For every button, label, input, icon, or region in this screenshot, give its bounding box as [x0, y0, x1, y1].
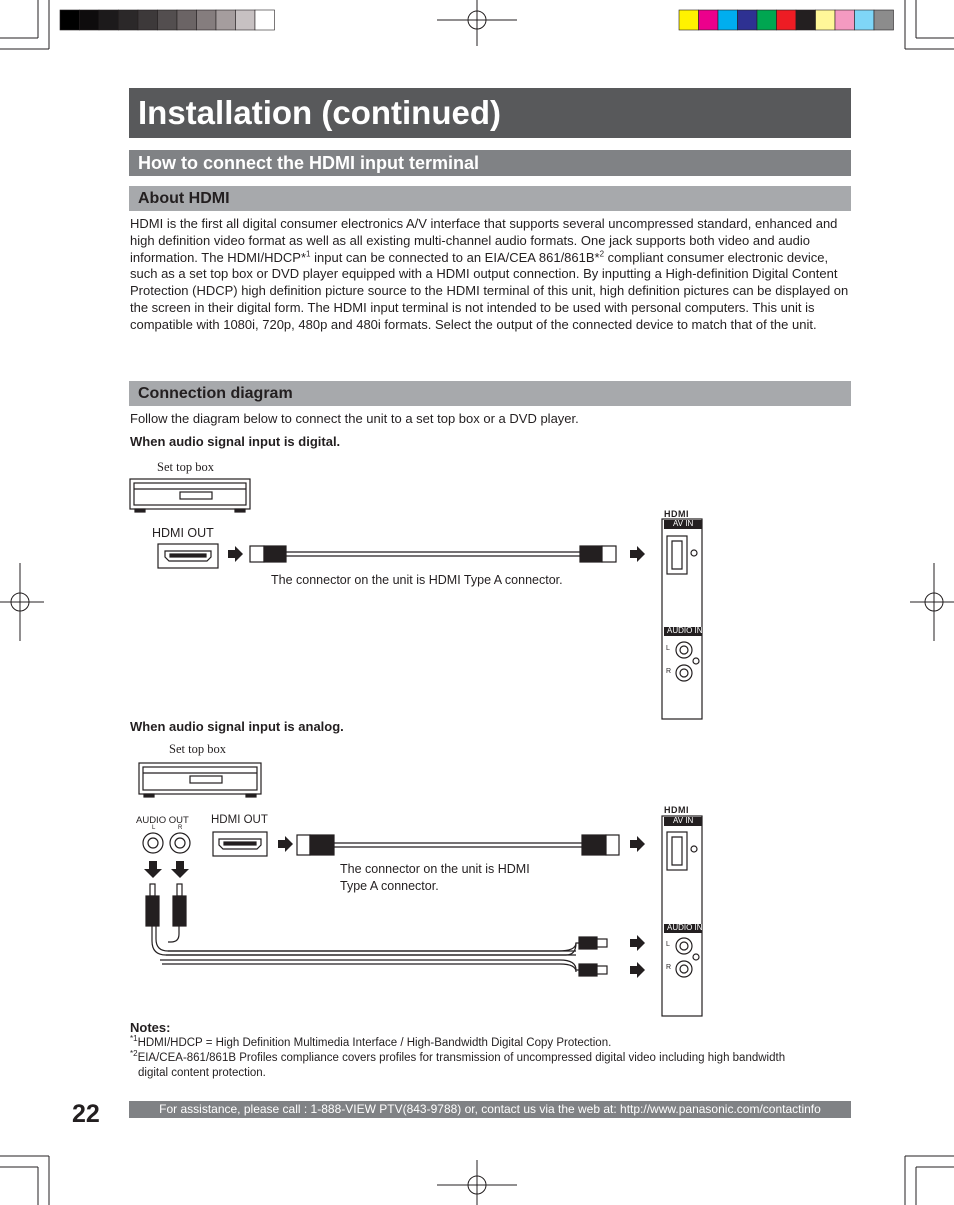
note-2-marker: *2 [130, 1049, 138, 1059]
notes-heading: Notes: [130, 1020, 171, 1035]
arrow-right-icon [630, 935, 645, 951]
audio-out-label: AUDIO OUT [136, 815, 189, 826]
arrow-right-icon [630, 962, 645, 978]
page-title: Installation (continued) [129, 88, 851, 138]
tv-terminal-panel-analog [662, 816, 702, 1016]
analog-hdmi-out-label: HDMI OUT [211, 814, 268, 826]
audio-out-r: R [178, 825, 183, 831]
set-top-box-icon [139, 763, 261, 797]
audio-in-r: R [666, 964, 672, 971]
about-hdmi-heading: About HDMI [129, 186, 851, 211]
paragraph-part-1: HDMI is the first all digital consumer electronics A/V interface that supports several uncompressed standard, enhanced and high definition video format as well as all existing multi-channel audio formats. One jack supports both video and audio information. The HDMI/HDCP* [130, 216, 838, 265]
arrow-down-icon [144, 861, 162, 878]
section-title: How to connect the HDMI input terminal [129, 150, 851, 176]
digital-hdmi-out-label: HDMI OUT [152, 526, 214, 540]
hdmi-logo: HDMI [664, 805, 689, 815]
av-in-label: AV IN [673, 816, 694, 825]
connector-note-line-1: The connector on the unit is HDMI [340, 862, 530, 876]
audio-in-l: L [666, 645, 670, 652]
audio-in-label: AUDIO IN [667, 626, 703, 635]
digital-connector-note: The connector on the unit is HDMI Type A connector. [271, 573, 563, 587]
analog-audio-label: When audio signal input is analog. [130, 719, 344, 734]
arrow-down-icon [171, 861, 189, 878]
notes-list [130, 1036, 852, 1081]
note-1-marker: *1 [130, 1034, 138, 1044]
audio-out-jacks-icon [143, 833, 190, 853]
footer-assistance: For assistance, please call : 1-888-VIEW PTV(843-9788) or, contact us via the web at: http://www.panasonic.com/contactinfo [129, 1101, 851, 1118]
note-1 [130, 1036, 852, 1051]
digital-audio-label: When audio signal input is digital. [130, 434, 341, 449]
rca-audio-cable-icon [146, 884, 607, 976]
paragraph-part-3: compliant consumer electronic device, such as a set top box or DVD player equipped with a HDMI output connection. By inputting a High-definition Digital Content Protection (HDCP) high definition picture source to the HDMI terminal of this unit, high definition pictures can be displayed on the screen in their digital form. The HDMI input terminal is not intended to be used with personal computers. This unit is compatible with 1080i, 720p, 480p and 480i formats. Select the output of the connected device to match that of the unit. [130, 249, 849, 332]
note-1-text: HDMI/HDCP = High Definition Multimedia Interface / High-Bandwidth Digital Copy Protection. [137, 1037, 612, 1049]
hdmi-cable-icon [297, 835, 619, 855]
audio-in-l: L [666, 941, 670, 948]
av-in-label: AV IN [673, 519, 694, 528]
audio-in-r: R [666, 668, 672, 675]
footnote-ref-2: 2 [599, 249, 605, 259]
note-2 [130, 1051, 852, 1066]
note-2-text: EIA/CEA-861/861B Profiles compliance covers profiles for transmission of uncompressed digital video including high bandwidth [137, 1052, 786, 1064]
note-2-continuation: digital content protection. [138, 1067, 266, 1079]
connection-intro: Follow the diagram below to connect the unit to a set top box or a DVD player. [130, 411, 579, 426]
digital-set-top-box-label: Set top box [157, 460, 214, 474]
paragraph-part-2: input can be connected to an EIA/CEA 861/861B* [310, 249, 600, 265]
audio-out-l: L [152, 825, 156, 831]
hdmi-out-port-icon [213, 832, 267, 856]
audio-in-label: AUDIO IN [667, 923, 703, 932]
arrow-right-icon [278, 836, 293, 852]
connector-note-line-2: Type A connector. [340, 879, 439, 893]
footnote-ref-1: 1 [306, 249, 311, 259]
connection-diagram-heading: Connection diagram [129, 381, 851, 406]
arrow-right-icon [630, 836, 645, 852]
analog-set-top-box-label: Set top box [169, 742, 226, 756]
page-number: 22 [72, 1100, 100, 1128]
hdmi-logo: HDMI [664, 509, 689, 519]
